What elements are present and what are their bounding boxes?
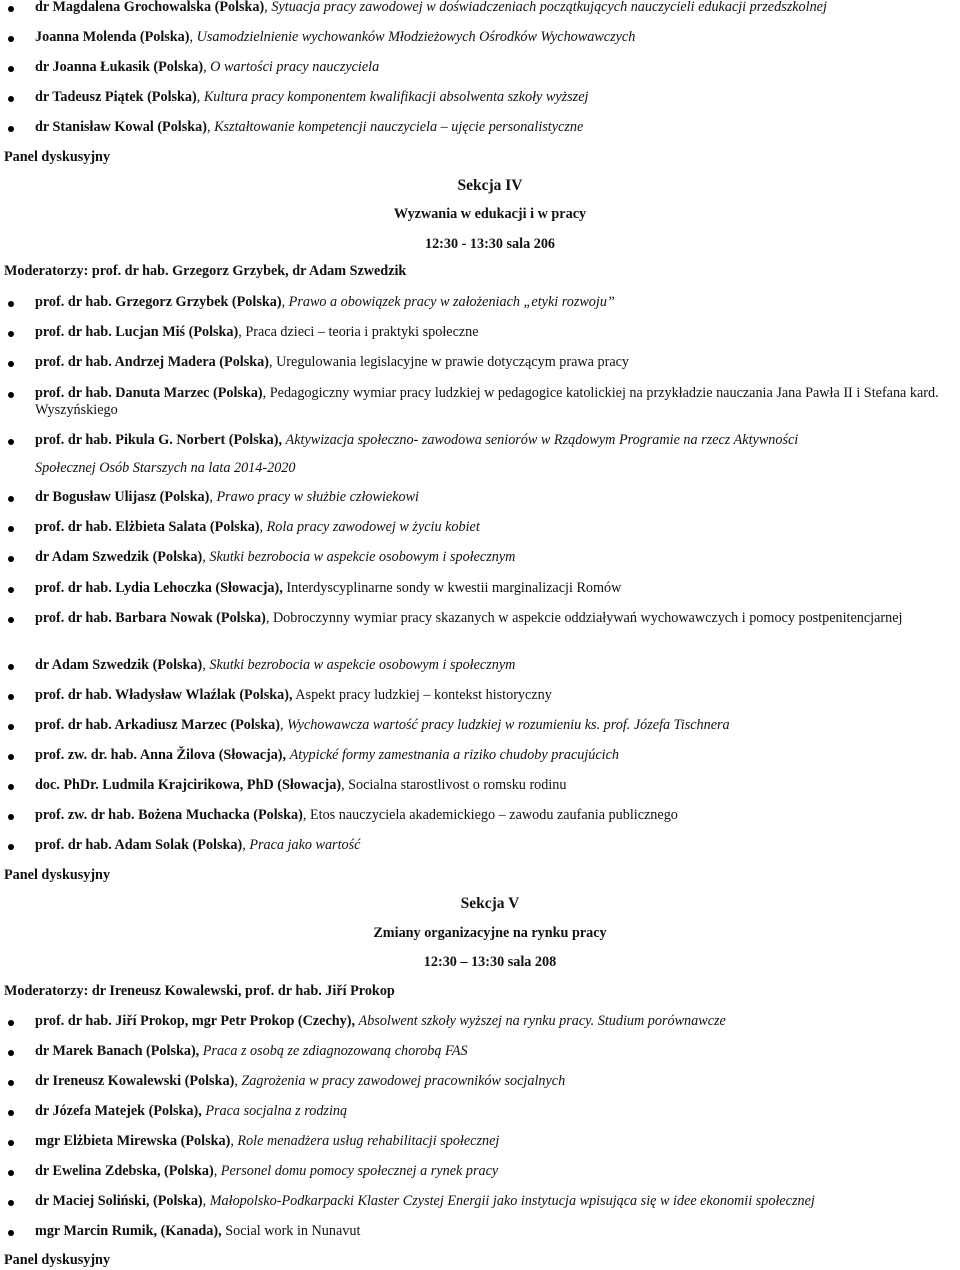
bullet-icon: [8, 617, 14, 623]
speaker-name: prof. dr hab. Andrzej Madera (Polska): [35, 354, 269, 370]
bullet-icon: [8, 66, 14, 72]
bullet-icon: [8, 331, 14, 337]
item-text: [35, 89, 956, 106]
separator: ,: [262, 385, 270, 401]
separator: ,: [203, 59, 211, 75]
separator: ,: [202, 657, 210, 673]
separator: ,: [264, 0, 272, 15]
item-text: [35, 324, 956, 341]
separator: ,: [230, 1133, 238, 1149]
item-text: [35, 807, 956, 824]
speaker-name: prof. zw. dr. hab. Anna Žilova (Słowacja),: [35, 747, 287, 763]
separator: ,: [242, 837, 250, 853]
speaker-name: dr Joanna Łukasik (Polska): [35, 59, 204, 75]
speaker-name: dr Ireneusz Kowalewski (Polska): [35, 1073, 235, 1089]
talk-title: O wartości pracy nauczyciela: [210, 59, 380, 75]
speaker-name: prof. zw. dr hab. Bożena Muchacka (Polska): [35, 807, 303, 823]
panel-label: Panel dyskusyjny: [4, 867, 111, 883]
bullet-icon: [8, 1050, 14, 1056]
separator: ,: [234, 1073, 242, 1089]
separator: ,: [280, 717, 288, 733]
speaker-name: dr Maciej Soliński, (Polska): [35, 1193, 203, 1209]
bullet-icon: [8, 439, 14, 445]
bullet-icon: [8, 126, 14, 132]
separator: ,: [202, 549, 210, 565]
item-text: [35, 0, 956, 16]
bullet-icon: [8, 556, 14, 562]
bullet-icon: [8, 361, 14, 367]
speaker-name: dr Ewelina Zdebska, (Polska): [35, 1163, 214, 1179]
item-text: [35, 580, 956, 597]
speaker-name: mgr Elżbieta Mirewska (Polska): [35, 1133, 231, 1149]
speaker-name: dr Stanisław Kowal (Polska): [35, 119, 207, 135]
speaker-name: prof. dr hab. Grzegorz Grzybek (Polska): [35, 294, 282, 310]
speaker-name: prof. dr hab. Władysław Wlaźlak (Polska),: [35, 687, 293, 703]
item-text: [35, 777, 956, 794]
separator: ,: [238, 324, 246, 340]
item-text: [35, 747, 956, 764]
speaker-name: prof. dr hab. Lydia Lehoczka (Słowacja),: [35, 580, 283, 596]
speaker-name: prof. dr hab. Barbara Nowak (Polska): [35, 610, 266, 626]
talk-title: Aspekt pracy ludzkiej – kontekst historyczny: [295, 687, 552, 703]
talk-title-continuation: Społecznej Osób Starszych na lata 2014-2020: [35, 460, 296, 476]
speaker-name: prof. dr hab. Adam Solak (Polska): [35, 837, 243, 853]
bullet-icon: [8, 392, 14, 398]
separator: ,: [209, 489, 217, 505]
separator: ,: [202, 1193, 210, 1209]
item-text: [35, 1133, 956, 1150]
speaker-name: prof. dr hab. Danuta Marzec (Polska): [35, 385, 263, 401]
bullet-icon: [8, 1080, 14, 1086]
talk-title: Dobroczynny wymiar pracy skazanych w aspekcie oddziaływań wychowawczych i pomocy postpenitencjarnej: [272, 610, 903, 626]
item-text: [35, 657, 956, 674]
item-text: [35, 519, 956, 536]
speaker-name: mgr Marcin Rumik, (Kanada),: [35, 1223, 222, 1239]
item-text: [35, 1193, 956, 1210]
speaker-name: dr Magdalena Grochowalska (Polska): [35, 0, 265, 15]
bullet-icon: [8, 1170, 14, 1176]
item-text: [35, 1163, 956, 1180]
separator: ,: [213, 1163, 221, 1179]
item-text: [35, 59, 956, 76]
separator: ,: [281, 294, 289, 310]
section-time: 12:30 - 13:30 sala 206: [424, 236, 556, 252]
bullet-icon: [8, 301, 14, 307]
bullet-icon: [8, 754, 14, 760]
bullet-icon: [8, 1140, 14, 1146]
talk-title: Prawo a obowiązek pracy w założeniach „etyki rozwoju”: [288, 294, 615, 310]
talk-title: Skutki bezrobocia w aspekcie osobowym i społecznym: [209, 549, 516, 565]
speaker-name: doc. PhDr. Ludmila Krajcirikowa, PhD (Słowacja): [35, 777, 342, 793]
item-text: [35, 489, 956, 506]
separator: ,: [302, 807, 310, 823]
bullet-icon: [8, 694, 14, 700]
talk-title: Praca jako wartość: [249, 837, 361, 853]
talk-title: Skutki bezrobocia w aspekcie osobowym i społecznym: [209, 657, 516, 673]
bullet-icon: [8, 1020, 14, 1026]
section-heading: Sekcja IV: [457, 177, 523, 194]
bullet-icon: [8, 587, 14, 593]
separator: ,: [206, 119, 215, 135]
talk-title: Aktywizacja społeczno- zawodowa seniorów w Rządowym Programie na rzecz Aktywności: [285, 432, 799, 448]
bullet-icon: [8, 96, 14, 102]
separator: ,: [189, 29, 197, 45]
talk-title: Prawo pracy w służbie człowiekowi: [216, 489, 419, 505]
talk-title: Pedagogiczny wymiar pracy ludzkiej w pedagogice katolickiej na przykładzie nauczania Jana Pawła II i Stefana kard. Wyszyńskiego: [35, 385, 939, 418]
speaker-name: prof. dr hab. Arkadiusz Marzec (Polska): [35, 717, 280, 733]
speaker-name: dr Tadeusz Piątek (Polska): [35, 89, 197, 105]
item-text: [35, 119, 956, 136]
speaker-name: prof. dr hab. Lucjan Miś (Polska): [35, 324, 239, 340]
item-text: [35, 610, 956, 627]
item-text: [35, 1013, 956, 1030]
item-text: [35, 294, 956, 311]
item-text: [35, 29, 956, 46]
speaker-name: dr Adam Szwedzik (Polska): [35, 657, 203, 673]
item-text: [35, 837, 956, 854]
item-text: [35, 717, 956, 734]
bullet-icon: [8, 784, 14, 790]
talk-title: Praca socjalna z rodziną: [205, 1103, 348, 1119]
bullet-icon: [8, 6, 14, 12]
moderators: Moderatorzy: dr Ireneusz Kowalewski, prof. dr hab. Jiří Prokop: [4, 983, 395, 999]
talk-title: Zagrożenia w pracy zawodowej pracowników socjalnych: [241, 1073, 566, 1089]
bullet-icon: [8, 814, 14, 820]
section-time: 12:30 – 13:30 sala 208: [423, 954, 557, 970]
item-text: [35, 1103, 956, 1120]
panel-label: Panel dyskusyjny: [4, 1252, 111, 1268]
panel-label: Panel dyskusyjny: [4, 149, 111, 165]
speaker-name: dr Józefa Matejek (Polska),: [35, 1103, 202, 1119]
section-subtitle: Wyzwania w edukacji i w pracy: [393, 206, 587, 222]
speaker-name: prof. dr hab. Elżbieta Salata (Polska): [35, 519, 260, 535]
talk-title: Personel domu pomocy społecznej a rynek pracy: [220, 1163, 499, 1179]
speaker-name: dr Marek Banach (Polska),: [35, 1043, 200, 1059]
item-text: [35, 549, 956, 566]
talk-title: Rola pracy zawodowej w życiu kobiet: [266, 519, 480, 535]
talk-title: Małopolsko-Podkarpacki Klaster Czystej Energii jako instytucja wpisująca się w idee ekonomii społecznej: [209, 1193, 815, 1209]
separator: ,: [196, 89, 204, 105]
item-text: [35, 385, 956, 419]
talk-title: Praca z osobą ze zdiagnozowaną chorobą FAS: [202, 1043, 468, 1059]
separator: ,: [259, 519, 267, 535]
talk-title: Social work in Nunavut: [225, 1223, 361, 1239]
talk-title: Etos nauczyciela akademickiego – zawodu zaufania publicznego: [309, 807, 678, 823]
separator: ,: [268, 354, 277, 370]
item-text: [35, 354, 956, 371]
speaker-name: prof. dr hab. Jiří Prokop, mgr Petr Prokop (Czechy),: [35, 1013, 355, 1029]
moderators: Moderatorzy: prof. dr hab. Grzegorz Grzybek, dr Adam Szwedzik: [4, 263, 407, 279]
bullet-icon: [8, 1110, 14, 1116]
bullet-icon: [8, 496, 14, 502]
speaker-name: dr Bogusław Ulijasz (Polska): [35, 489, 210, 505]
talk-title: Kultura pracy komponentem kwalifikacji absolwenta szkoły wyższej: [203, 89, 589, 105]
bullet-icon: [8, 664, 14, 670]
talk-title: Interdyscyplinarne sondy w kwestii marginalizacji Romów: [286, 580, 622, 596]
bullet-icon: [8, 526, 14, 532]
bullet-icon: [8, 1230, 14, 1236]
talk-title: Socialna starostlivost o romsku rodinu: [348, 777, 567, 793]
item-text: [35, 432, 956, 449]
talk-title: Wychowawcza wartość pracy ludzkiej w rozumieniu ks. prof. Józefa Tischnera: [287, 717, 730, 733]
talk-title: Praca dzieci – teoria i praktyki społeczne: [245, 324, 479, 340]
item-text: [35, 1223, 956, 1240]
speaker-name: prof. dr hab. Pikula G. Norbert (Polska),: [35, 432, 282, 448]
speaker-name: dr Adam Szwedzik (Polska): [35, 549, 203, 565]
separator: ,: [341, 777, 349, 793]
talk-title: Role menadżera usług rehabilitacji społecznej: [237, 1133, 500, 1149]
item-text: [35, 687, 956, 704]
bullet-icon: [8, 1200, 14, 1206]
talk-title: Sytuacja pracy zawodowej w doświadczeniach początkujących nauczycieli edukacji przedszkolnej: [271, 0, 827, 15]
talk-title: Absolwent szkoły wyższej na rynku pracy. Studium porównawcze: [358, 1013, 726, 1029]
separator: ,: [265, 610, 273, 626]
speaker-name: Joanna Molenda (Polska): [35, 29, 190, 45]
talk-title: Uregulowania legislacyjne w prawie dotyczącym prawa pracy: [276, 354, 630, 370]
bullet-icon: [8, 724, 14, 730]
section-heading: Sekcja V: [460, 895, 520, 912]
talk-title: Kształtowanie kompetencji nauczyciela – ujęcie personalistyczne: [214, 119, 584, 135]
item-text: [35, 1073, 956, 1090]
item-text: [35, 1043, 956, 1060]
bullet-icon: [8, 844, 14, 850]
bullet-icon: [8, 36, 14, 42]
talk-title: Atypické formy zamestnania a riziko chudoby pracujúcich: [289, 747, 620, 763]
section-subtitle: Zmiany organizacyjne na rynku pracy: [373, 925, 607, 941]
talk-title: Usamodzielnienie wychowanków Młodzieżowych Ośrodków Wychowawczych: [196, 29, 636, 45]
